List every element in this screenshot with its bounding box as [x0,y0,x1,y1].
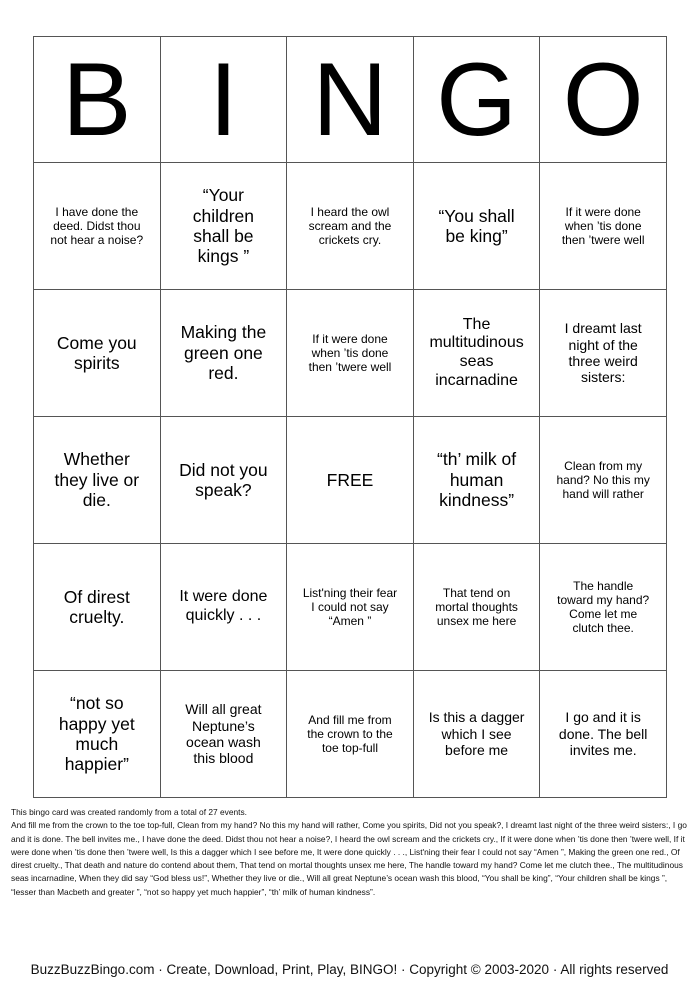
bingo-cell: If it were done when ’tis done then ’twere well [540,163,667,290]
card-summary: This bingo card was created randomly from a total of 27 events. [11,807,248,817]
bingo-cell: Will all great Neptune’s ocean wash this blood [160,671,287,798]
bingo-cell: I dreamt last night of the three weird sisters: [540,290,667,417]
bingo-card [33,36,667,798]
bingo-row-1 [34,163,667,290]
bingo-cell: I go and it is done. The bell invites me. [540,671,667,798]
header-letter-o: O [540,37,667,163]
bingo-row-5 [34,671,667,798]
bingo-cell: And fill me from the crown to the toe top-full [287,671,414,798]
bingo-header-row [34,37,667,163]
bingo-cell: The handle toward my hand? Come let me clutch thee. [540,544,667,671]
header-letter-b: B [34,37,161,163]
bingo-row-4 [34,544,667,671]
bingo-cell: Clean from my hand? No this my hand will rather [540,417,667,544]
bingo-cell: Is this a dagger which I see before me [413,671,540,798]
bingo-cell: “Your children shall be kings ” [160,163,287,290]
bingo-cell: “th’ milk of human kindness” [413,417,540,544]
bingo-row-3 [34,417,667,544]
free-space-cell: FREE [287,417,414,544]
bingo-cell: List'ning their fear I could not say “Amen ” [287,544,414,671]
bingo-cell: Of direst cruelty. [34,544,161,671]
bingo-cell: I heard the owl scream and the crickets cry. [287,163,414,290]
bingo-cell: I have done the deed. Didst thou not hear a noise? [34,163,161,290]
bingo-cell: “not so happy yet much happier” [34,671,161,798]
header-letter-n: N [287,37,414,163]
card-info [11,806,691,899]
bingo-cell: That tend on mortal thoughts unsex me here [413,544,540,671]
bingo-cell: Whether they live or die. [34,417,161,544]
bingo-cell: It were done quickly . . . [160,544,287,671]
bingo-cell: Making the green one red. [160,290,287,417]
bingo-cell: The multitudinous seas incarnadine [413,290,540,417]
bingo-cell: Did not you speak? [160,417,287,544]
bingo-cell: If it were done when ’tis done then ’twere well [287,290,414,417]
bingo-cell: Come you spirits [34,290,161,417]
copyright-footer: BuzzBuzzBingo.com · Create, Download, Print, Play, BINGO! · Copyright © 2003-2020 · All rights reserved [30,962,669,977]
bingo-cell: “You shall be king” [413,163,540,290]
header-letter-g: G [413,37,540,163]
bingo-row-2 [34,290,667,417]
events-list: And fill me from the crown to the toe top-full, Clean from my hand? No this my hand will rather, Come you spirits, Did not you speak?, I dreamt last night of the three weird sisters:, I go and it is done. The bell invites me., I have done the deed. Didst thou not hear a noise?, I heard the owl scream and the crickets cry., If it were done when ’tis done then ’twere well, If it were done when ’tis done then ’twere well, Is this a dagger which I see before me, It were done quickly . . ., List'ning their fear I could not say “Amen ”, Making the green one red., Of direst cruelty., That death and nature do contend about them, That tend on mortal thoughts unsex me here, The handle toward my hand? Come let me clutch thee., The multitudinous seas incarnadine, When they did say “God bless us!”, Whether they live or die., Will all great Neptune’s ocean wash this blood, “You shall be king”, “Your children shall be kings ”, “lesser than Macbeth and greater ”, “not so happy yet much happier”, “th’ milk of human kindness”. [11,820,687,897]
header-letter-i: I [160,37,287,163]
